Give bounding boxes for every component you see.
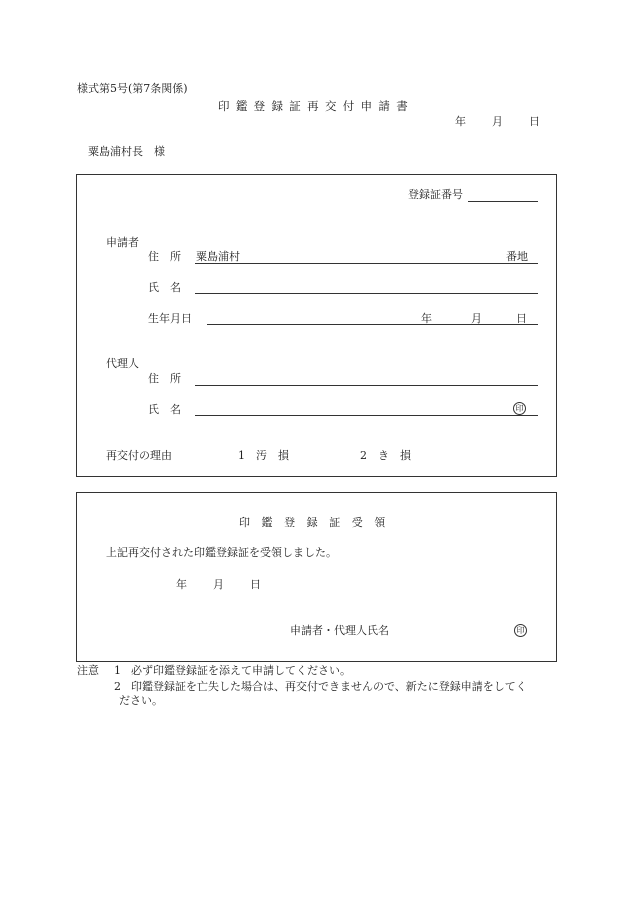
top-date-day: 日 [529, 115, 540, 128]
applicant-address-label: 住 所 [148, 250, 181, 263]
birth-month-label: 月 [471, 312, 482, 325]
reason-label: 再交付の理由 [106, 449, 172, 462]
top-date-month: 月 [492, 115, 503, 128]
receipt-month-label: 月 [213, 578, 224, 591]
applicant-address-field[interactable] [195, 263, 538, 264]
birth-day-label: 日 [516, 312, 527, 325]
note-2-text-line2: ださい。 [119, 694, 163, 707]
applicant-birthdate-label: 生年月日 [148, 312, 192, 325]
receipt-signer-label: 申請者・代理人氏名 [290, 624, 389, 637]
note-1-text: 必ず印鑑登録証を添えて申請してください。 [131, 664, 351, 677]
form-title: 印鑑登録証再交付申請書 [218, 99, 415, 113]
reason-option-damaged[interactable]: 2 き 損 [360, 449, 411, 462]
form-number: 様式第5号(第7条関係) [77, 82, 188, 95]
notes-label: 注意 [77, 664, 99, 677]
applicant-name-label: 氏 名 [148, 281, 181, 294]
agent-address-label: 住 所 [148, 372, 181, 385]
receipt-year-label: 年 [176, 578, 187, 591]
receipt-title: 印鑑登録証受領 [239, 516, 397, 529]
receipt-day-label: 日 [250, 578, 261, 591]
registration-number-label: 登録証番号 [408, 188, 463, 201]
applicant-address-prefix: 粟島浦村 [196, 250, 240, 263]
applicant-address-suffix: 番地 [506, 250, 528, 263]
note-2-number: 2 [114, 680, 121, 693]
agent-address-field[interactable] [195, 385, 538, 386]
applicant-name-field[interactable] [195, 293, 538, 294]
applicant-birthdate-field[interactable] [207, 324, 538, 325]
receipt-seal-icon: 印 [514, 624, 527, 637]
registration-number-field[interactable] [468, 201, 538, 202]
reason-option-soiled[interactable]: 1 汚 損 [238, 449, 289, 462]
receipt-statement: 上記再交付された印鑑登録証を受領しました。 [106, 546, 337, 559]
agent-name-field[interactable] [195, 415, 538, 416]
agent-heading: 代理人 [106, 357, 139, 370]
addressee: 粟島浦村長 様 [88, 145, 165, 158]
top-date-year: 年 [455, 115, 466, 128]
agent-seal-icon: 印 [513, 402, 526, 415]
agent-name-label: 氏 名 [148, 403, 181, 416]
birth-year-label: 年 [421, 312, 432, 325]
note-2-text-line1: 印鑑登録証を亡失した場合は、再交付できませんので、新たに登録申請をしてく [131, 680, 527, 693]
note-1-number: 1 [114, 664, 121, 677]
applicant-heading: 申請者 [106, 236, 139, 249]
